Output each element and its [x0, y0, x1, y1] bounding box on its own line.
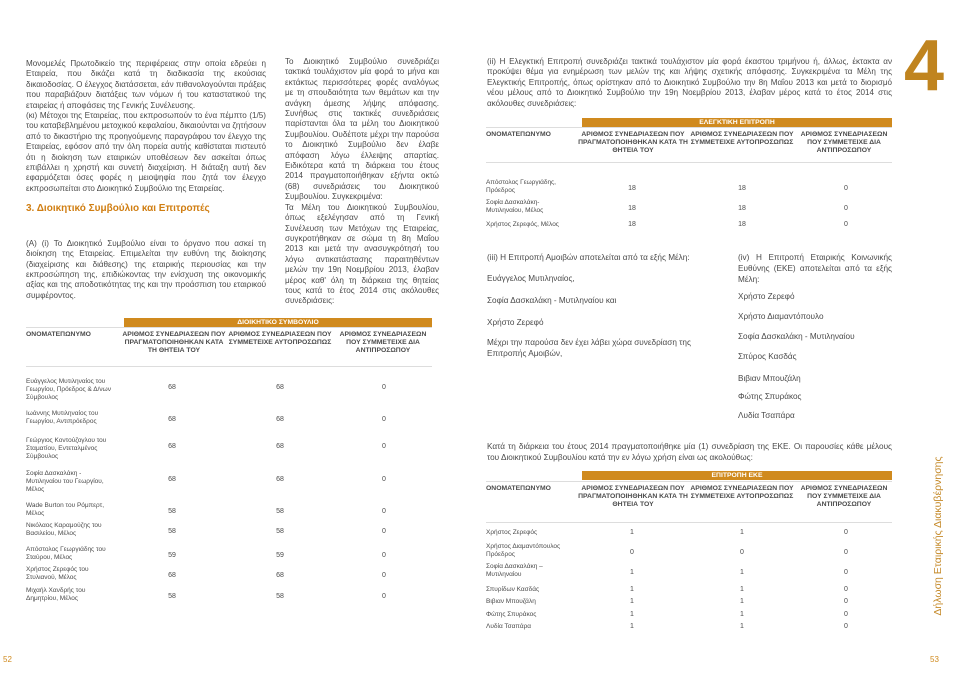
table-cell: 58 — [276, 508, 284, 515]
table-cell: 18 — [628, 205, 636, 212]
left-column-2 — [285, 57, 439, 307]
table-cell: 0 — [844, 623, 848, 630]
table-cell: 59 — [168, 552, 176, 559]
table-cell: 68 — [276, 384, 284, 391]
member: Χρήστο Ζερεφό — [487, 318, 544, 327]
paragraph: Μονομελές Πρωτοδικείο της περιφέρειας στην οποία εδρεύει η Εταιρεία, που δικάζει κατά τη διαδικασία της εκούσιας δικαιοδοσίας. Ο έλεγχος διατάσσεται, εάν πιθανολογούνται πράξεις που παραβιάζουν διατάξεις των νόμων ή του καταστατικού της εταιρείας ή αποφάσεις της Γενικής Συνέλευσης. — [26, 59, 266, 110]
table-cell: 1 — [630, 623, 634, 630]
table-cell: 1 — [630, 569, 634, 576]
table-row-name: Σπυρίδων Κασδάς — [486, 586, 540, 593]
table-cell: 0 — [382, 416, 386, 423]
csr-member: Χρήστο Διαμαντόπουλο — [738, 312, 824, 321]
table-row-name: Wade Burton του Ρόμπερτ, Μέλος — [26, 502, 105, 517]
table-cell: 0 — [382, 528, 386, 535]
csr-member: Λυδία Τσαπάρα — [738, 411, 795, 420]
divider — [486, 481, 892, 482]
table-cell: 58 — [276, 593, 284, 600]
table-cell: 0 — [844, 185, 848, 192]
table-row-name: Ιωάννης Μυτιληναίος του Γεωργίου, Αντιπρόεδρος — [26, 410, 99, 425]
table-cell: 68 — [276, 476, 284, 483]
board-col-self: ΑΡΙΘΜΟΣ ΣΥΝΕΔΡΙΑΣΕΩΝ ΠΟΥ ΣΥΜΜΕΤΕΙΧΕ ΑΥΤΟΠΡΟΣΩΠΩΣ — [228, 331, 332, 346]
table-cell: 68 — [276, 416, 284, 423]
table-row-name: Απόστολος Γεωργιάδης του Σταύρου, Μέλος — [26, 546, 106, 561]
remuneration-committee — [487, 252, 702, 359]
table-cell: 0 — [844, 221, 848, 228]
table-cell: 0 — [844, 205, 848, 212]
table-cell: 1 — [740, 529, 744, 536]
table-cell: 58 — [168, 593, 176, 600]
paragraph: Μέχρι την παρούσα δεν έχει λάβει χώρα συνεδρίαση της Επιτροπής Αμοιβών, — [487, 338, 691, 358]
table-cell: 0 — [844, 598, 848, 605]
table-cell: 59 — [276, 552, 284, 559]
divider — [26, 327, 432, 328]
table-cell: 1 — [630, 598, 634, 605]
paragraph: Κατά τη διάρκεια του έτους 2014 πραγματοποιήθηκε μία (1) συνεδρίαση της ΕΚΕ. Οι παρουσίες κάθε μέλους του Διοικητικού Συμβουλίου κατά την εν λόγω χρήση είναι ως ακολούθως: — [487, 442, 892, 462]
csr-table-title: ΕΠΙΤΡΟΠΗ ΕΚΕ — [582, 471, 892, 480]
table-row-name: Μιχαήλ Χανδρής του Δημητρίου, Μέλος — [26, 587, 86, 602]
table-cell: 0 — [382, 572, 386, 579]
table-cell: 1 — [740, 569, 744, 576]
table-cell: 0 — [382, 593, 386, 600]
table-cell: 1 — [630, 529, 634, 536]
csr-col-proxy: ΑΡΙΘΜΟΣ ΣΥΝΕΔΡΙΑΣΕΩΝ ΠΟΥ ΣΥΜΜΕΤΕΙΧΕ ΔΙΑ ΑΝΤΙΠΡΟΣΩΠΟΥ — [800, 485, 888, 508]
table-row-name: Χρήστος Ζερεφός — [486, 529, 538, 536]
board-col-held: ΑΡΙΘΜΟΣ ΣΥΝΕΔΡΙΑΣΕΩΝ ΠΟΥ ΠΡΑΓΜΑΤΟΠΟΙΗΘΗΚΑΝ ΚΑΤΑ ΤΗ ΘΗΤΕΙΑ ΤΟΥ — [122, 331, 226, 354]
table-row-name: Σοφία Δασκαλάκη-Μυτιληναίου, Μέλος — [486, 199, 544, 214]
page-number-right: 53 — [930, 655, 939, 664]
table-cell: 0 — [844, 549, 848, 556]
csr-col-name: ΟΝΟΜΑΤΕΠΩΝΥΜΟ — [486, 485, 551, 492]
csr-member: Χρήστο Ζερεφό — [738, 292, 795, 301]
table-cell: 58 — [168, 508, 176, 515]
csr-committee — [738, 252, 892, 285]
divider — [486, 522, 892, 523]
page-number-left: 52 — [3, 655, 12, 664]
left-column-1 — [26, 59, 266, 301]
table-cell: 0 — [844, 569, 848, 576]
table-cell: 58 — [168, 528, 176, 535]
table-row-name: Φώτης Σπυράκος — [486, 611, 537, 618]
table-row-name: Γεώργιος Κοντούζογλου του Σταματίου, Εντεταλμένος Σύμβουλος — [26, 437, 107, 460]
csr-member: Σοφία Δασκαλάκη - Μυτιληναίου — [738, 332, 855, 341]
table-row-name: Χρήστος Ζερεφός του Στυλιανού, Μέλος — [26, 566, 89, 581]
table-cell: 18 — [738, 185, 746, 192]
audit-col-proxy: ΑΡΙΘΜΟΣ ΣΥΝΕΔΡΙΑΣΕΩΝ ΠΟΥ ΣΥΜΜΕΤΕΙΧΕ ΔΙΑ ΑΝΤΙΠΡΟΣΩΠΟΥ — [800, 131, 888, 154]
table-cell: 0 — [382, 443, 386, 450]
table-row-name: Χρήστος Ζερεφός, Μέλος — [486, 221, 559, 228]
csr-member: Σπύρος Κασδάς — [738, 352, 797, 361]
table-row-name: Λυδία Τσαπάρα — [486, 623, 532, 630]
audit-col-held: ΑΡΙΘΜΟΣ ΣΥΝΕΔΡΙΑΣΕΩΝ ΠΟΥ ΠΡΑΓΜΑΤΟΠΟΙΗΘΗΚΑΝ ΚΑΤΑ ΤΗ ΘΗΤΕΙΑ ΤΟΥ — [578, 131, 688, 154]
table-cell: 1 — [740, 623, 744, 630]
table-cell: 18 — [628, 185, 636, 192]
csr-col-held: ΑΡΙΘΜΟΣ ΣΥΝΕΔΡΙΑΣΕΩΝ ΠΟΥ ΠΡΑΓΜΑΤΟΠΟΙΗΘΗΚΑΝ ΚΑΤΑ ΤΗ ΘΗΤΕΙΑ ΤΟΥ — [578, 485, 688, 508]
table-cell: 0 — [844, 586, 848, 593]
board-table-title: ΔΙΟΙΚΗΤΙΚΟ ΣΥΜΒΟΥΛΙΟ — [124, 318, 432, 327]
table-cell: 0 — [740, 549, 744, 556]
table-cell: 68 — [168, 476, 176, 483]
table-cell: 68 — [168, 443, 176, 450]
table-row-name: Σοφία Δασκαλάκη – Μυτιληναίου — [486, 563, 543, 578]
member: Ευάγγελος Μυτιληναίος, — [487, 274, 575, 283]
paragraph: (iii) Η Επιτροπή Αμοιβών αποτελείται από τα εξής Μέλη: — [487, 253, 690, 262]
table-cell: 68 — [168, 384, 176, 391]
paragraph: (κι) Μέτοχοι της Εταιρείας, που εκπροσωπούν το ένα πέμπτο (1/5) του καταβεβλημένου μετοχικού κεφαλαίου, δικαιούνται να ζητήσουν από το δικαστήριο της προηγούμενης παραγράφου τον έλεγχο της Εταιρείας, εφόσον από την όλη πορεία αυτής καθίσταται πιστευτό ότι η διοίκηση των εταιρικών υποθέσεων δεν ασκείται όπως επιβάλλει η χρηστή και συνετή διαχείριση. Η διάταξη αυτή δεν εφαρμόζεται όσες φορές η μειοψηφία που ζητά τον έλεγχο εκπροσωπείται στο Διοικητικό Συμβούλιο της Εταιρείας. — [26, 111, 266, 193]
member: Σοφία Δασκαλάκη - Μυτιληναίου και — [487, 296, 617, 305]
table-row-name: Απόστολος Γεωργιάδης, Πρόεδρος — [486, 179, 556, 194]
table-cell: 68 — [276, 572, 284, 579]
table-cell: 68 — [276, 443, 284, 450]
table-cell: 0 — [382, 552, 386, 559]
table-cell: 1 — [740, 586, 744, 593]
table-row-name: Χρήστος Διαμαντόπουλος Πρόεδρος — [486, 543, 561, 558]
csr-meeting-text — [487, 442, 892, 463]
table-row-name: Ευάγγελος Μυτιληναίος του Γεωργίου, Πρόεδρος & Δ/νων Σύμβουλος — [26, 378, 112, 401]
table-cell: 1 — [630, 611, 634, 618]
board-col-proxy: ΑΡΙΘΜΟΣ ΣΥΝΕΔΡΙΑΣΕΩΝ ΠΟΥ ΣΥΜΜΕΤΕΙΧΕ ΔΙΑ ΑΝΤΙΠΡΟΣΩΠΟΥ — [339, 331, 427, 354]
table-cell: 18 — [738, 221, 746, 228]
table-cell: 0 — [844, 611, 848, 618]
divider — [486, 162, 892, 163]
csr-member: Βιβιαν Μπουζάλη — [738, 374, 801, 383]
board-col-name: ΟΝΟΜΑΤΕΠΩΝΥΜΟ — [26, 331, 91, 338]
audit-col-name: ΟΝΟΜΑΤΕΠΩΝΥΜΟ — [486, 131, 551, 138]
table-cell: 58 — [276, 528, 284, 535]
table-cell: 1 — [740, 611, 744, 618]
table-cell: 0 — [630, 549, 634, 556]
table-cell: 0 — [382, 508, 386, 515]
right-column-text — [487, 57, 892, 109]
table-cell: 1 — [630, 586, 634, 593]
table-cell: 0 — [382, 476, 386, 483]
table-row-name: Βιβιαν Μπουζάλη — [486, 598, 536, 605]
audit-col-self: ΑΡΙΘΜΟΣ ΣΥΝΕΔΡΙΑΣΕΩΝ ΠΟΥ ΣΥΜΜΕΤΕΙΧΕ ΑΥΤΟΠΡΟΣΩΠΩΣ — [690, 131, 794, 146]
section-heading: 3. Διοικητικό Συμβούλιο και Επιτροπές — [26, 203, 210, 215]
csr-col-self: ΑΡΙΘΜΟΣ ΣΥΝΕΔΡΙΑΣΕΩΝ ΠΟΥ ΣΥΜΜΕΤΕΙΧΕ ΑΥΤΟΠΡΟΣΩΠΩΣ — [690, 485, 794, 500]
table-row-name: Σοφία Δασκαλάκη - Μυτιληναίου του Γεωργίου, Μέλος — [26, 470, 104, 493]
paragraph: (ii) Η Ελεγκτική Επιτροπή συνεδριάζει τακτικά τουλάχιστον μία φορά έκαστου τριμήνου ή, άλλως, έκτακτα αν προκύψει θέμα για ενημέρωση των μελών της και λήψης σχετικής απόφασης. Συγκεκριμένα τα Μέλη της Ελεγκτικής Επιτροπής, όπως ορίστηκαν από το Διοικητικό Συμβούλιο την 8η Μαΐου 2013 και μετά το διορισμό νέου μέλους από το Διοικητικό Συμβούλιο την 19η Νοεμβρίου 2013, έλαβαν μέρος κατά το έτος 2014 στις ακόλουθες συνεδριάσεις: — [487, 57, 892, 108]
paragraph: (iv) Η Επιτροπή Εταιρικής Κοινωνικής Ευθύνης (ΕΚΕ) αποτελείται από τα εξής Μέλη: — [738, 253, 892, 284]
table-cell: 1 — [740, 598, 744, 605]
table-cell: 18 — [628, 221, 636, 228]
table-row-name: Νικόλαος Καραμούζης του Βασιλείου, Μέλος — [26, 522, 102, 537]
audit-table-title: ΕΛΕΓΚΤΙΚΗ ΕΠΙΤΡΟΠΗ — [582, 118, 892, 127]
csr-member: Φώτης Σπυράκος — [738, 392, 802, 401]
side-label: Δήλωση Εταιρικής Διακυβέρνησης — [932, 456, 944, 616]
paragraph: (Α) (i) Το Διοικητικό Συμβούλιο είναι το όργανο που ασκεί τη διοίκηση της Εταιρείας. Επιμελείται την ευθύνη της διοίκησης (διαχείρισης και διάθεσης) της εταιρικής περιουσίας και την εκπροσώπηση της, επιδιώκοντας την ενίσχυση της οικονομικής αξίας και της αποδοτικότητας της και την προάσπιση του εταιρικού συμφέροντος. — [26, 238, 266, 300]
table-cell: 0 — [844, 529, 848, 536]
divider — [26, 366, 432, 367]
table-cell: 68 — [168, 572, 176, 579]
paragraph: Τα Μέλη του Διοικητικού Συμβουλίου, όπως εξελέγησαν από τη Γενική Συνέλευση των Μετόχων της Εταιρείας, συγκροτήθηκαν σε σώμα τη 8η Μαΐου 2013 και μετά την ανασυγκρότησή του λόγω αντικατάστασης παραιτηθέντων μελών την 19η Νοεμβρίου 2013, έλαβαν μέρος καθ' όλη τη διάρκεια της θητείας τους κατά το έτος 2014 στις ακόλουθες συνεδριάσεις: — [285, 202, 439, 306]
paragraph: Το Διοικητικό Συμβούλιο συνεδριάζει τακτικά τουλάχιστον μία φορά το μήνα και εκτάκτως περισσότερες φορές αναλόγως με τη σπουδαιότητα των θεμάτων και την ανάγκη άμεσης λήψης απόφασης. Συνήθως στις τακτικές συνεδριάσεις παρίστανται όλα τα μέλη του Διοικητικού Συμβουλίου. Ουδέποτε μέχρι την παρούσα το Διοικητικό Συμβούλιο δεν έλαβε απόφαση λόγω έλλειψης απαρτίας. Ειδικότερα κατά τη διάρκεια του έτους 2014 πραγματοποιήθηκαν εξήντα οκτώ (68) συνεδριάσεις του Διοικητικού Συμβουλίου. Συγκεκριμένα: — [285, 57, 439, 202]
table-cell: 68 — [168, 416, 176, 423]
divider — [486, 127, 892, 128]
chapter-number: 4 — [904, 26, 945, 106]
table-cell: 0 — [382, 384, 386, 391]
table-cell: 18 — [738, 205, 746, 212]
